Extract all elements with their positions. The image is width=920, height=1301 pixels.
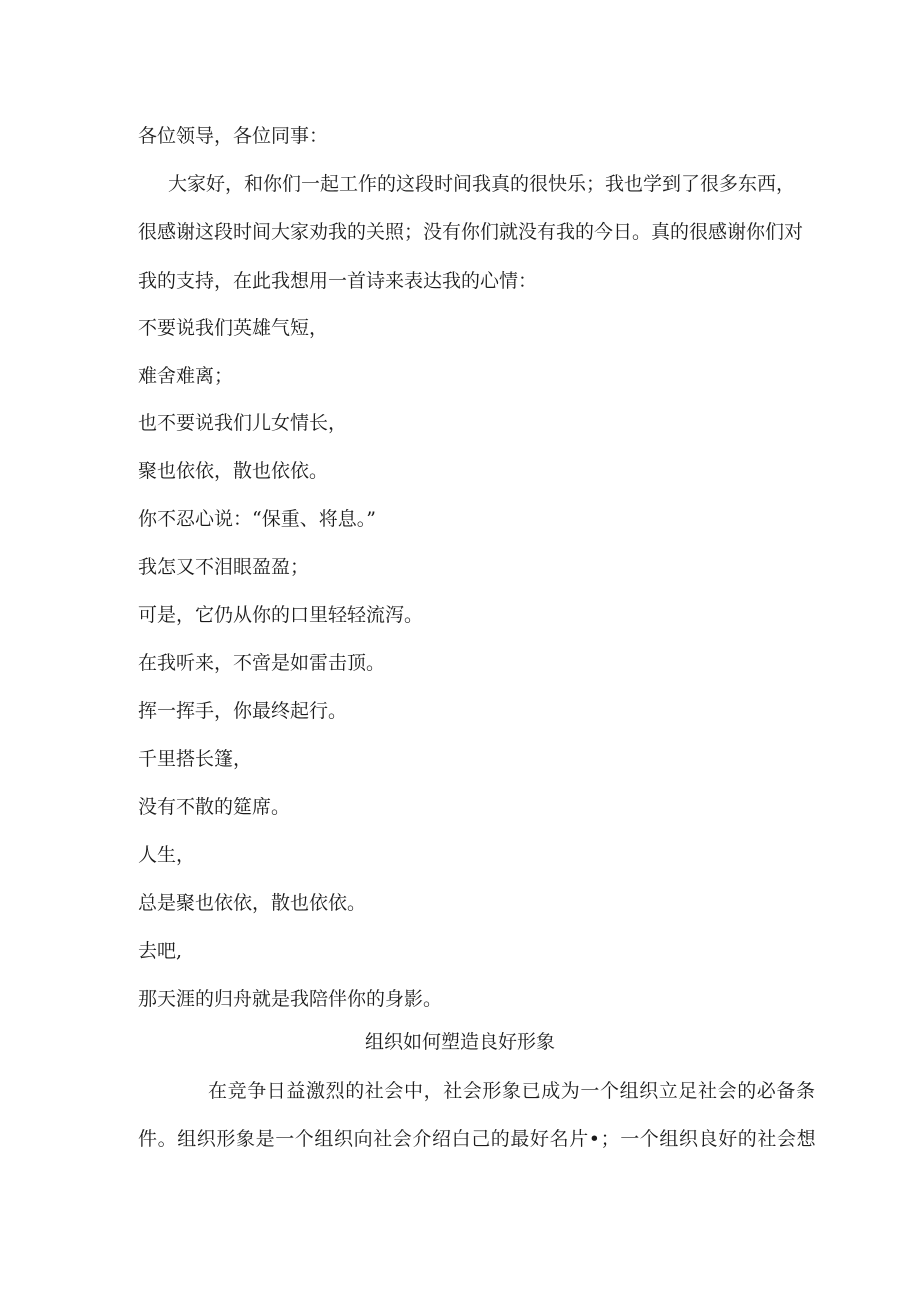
poem-line: 那天涯的归舟就是我陪伴你的身影。 xyxy=(138,988,443,1010)
poem-line: 总是聚也依依，散也依依。 xyxy=(138,892,367,914)
letter-greeting: 各位领导，各位同事： xyxy=(138,125,329,147)
article-title: 组织如何塑造良好形象 xyxy=(364,1031,555,1053)
letter-paragraph-line: 很感谢这段时间大家劝我的关照；没有你们就没有我的今日。真的很感谢你们对 xyxy=(138,221,804,243)
poem-line: 没有不散的筵席。 xyxy=(138,796,291,818)
poem-line: 人生， xyxy=(138,844,196,866)
article-paragraph-line: 在竞争日益激烈的社会中，社会形象已成为一个组织立足社会的必备条 xyxy=(208,1080,816,1102)
article-paragraph-line: 件。组织形象是一个组织向社会介绍白己的最好名片•；一个组织良好的社会想 xyxy=(138,1128,817,1150)
poem-line: 在我听来，不啻是如雷击顶。 xyxy=(138,652,386,674)
poem-line: 我怎又不泪眼盈盈； xyxy=(138,556,310,578)
poem-line: 去吧, xyxy=(138,940,183,962)
poem-line: 聚也依依，散也依依。 xyxy=(138,460,329,482)
poem-line: 你不忍心说：“保重、将息。” xyxy=(138,508,376,530)
poem-line: 挥一挥手，你最终起行。 xyxy=(138,700,348,722)
poem-line: 可是，它仍从你的口里轻轻流泻。 xyxy=(138,604,424,626)
poem-line: 不要说我们英雄气短， xyxy=(138,317,329,339)
letter-paragraph-line: 我的支持，在此我想用一首诗来表达我的心情： xyxy=(138,270,538,292)
poem-line: 千里搭长篷， xyxy=(138,748,253,770)
letter-paragraph-line: 大家好，和你们一起工作的这段时间我真的很快乐；我也学到了很多东西， xyxy=(168,173,796,195)
poem-line: 也不要说我们儿女情长， xyxy=(138,412,348,434)
poem-line: 难舍难离； xyxy=(138,365,234,387)
